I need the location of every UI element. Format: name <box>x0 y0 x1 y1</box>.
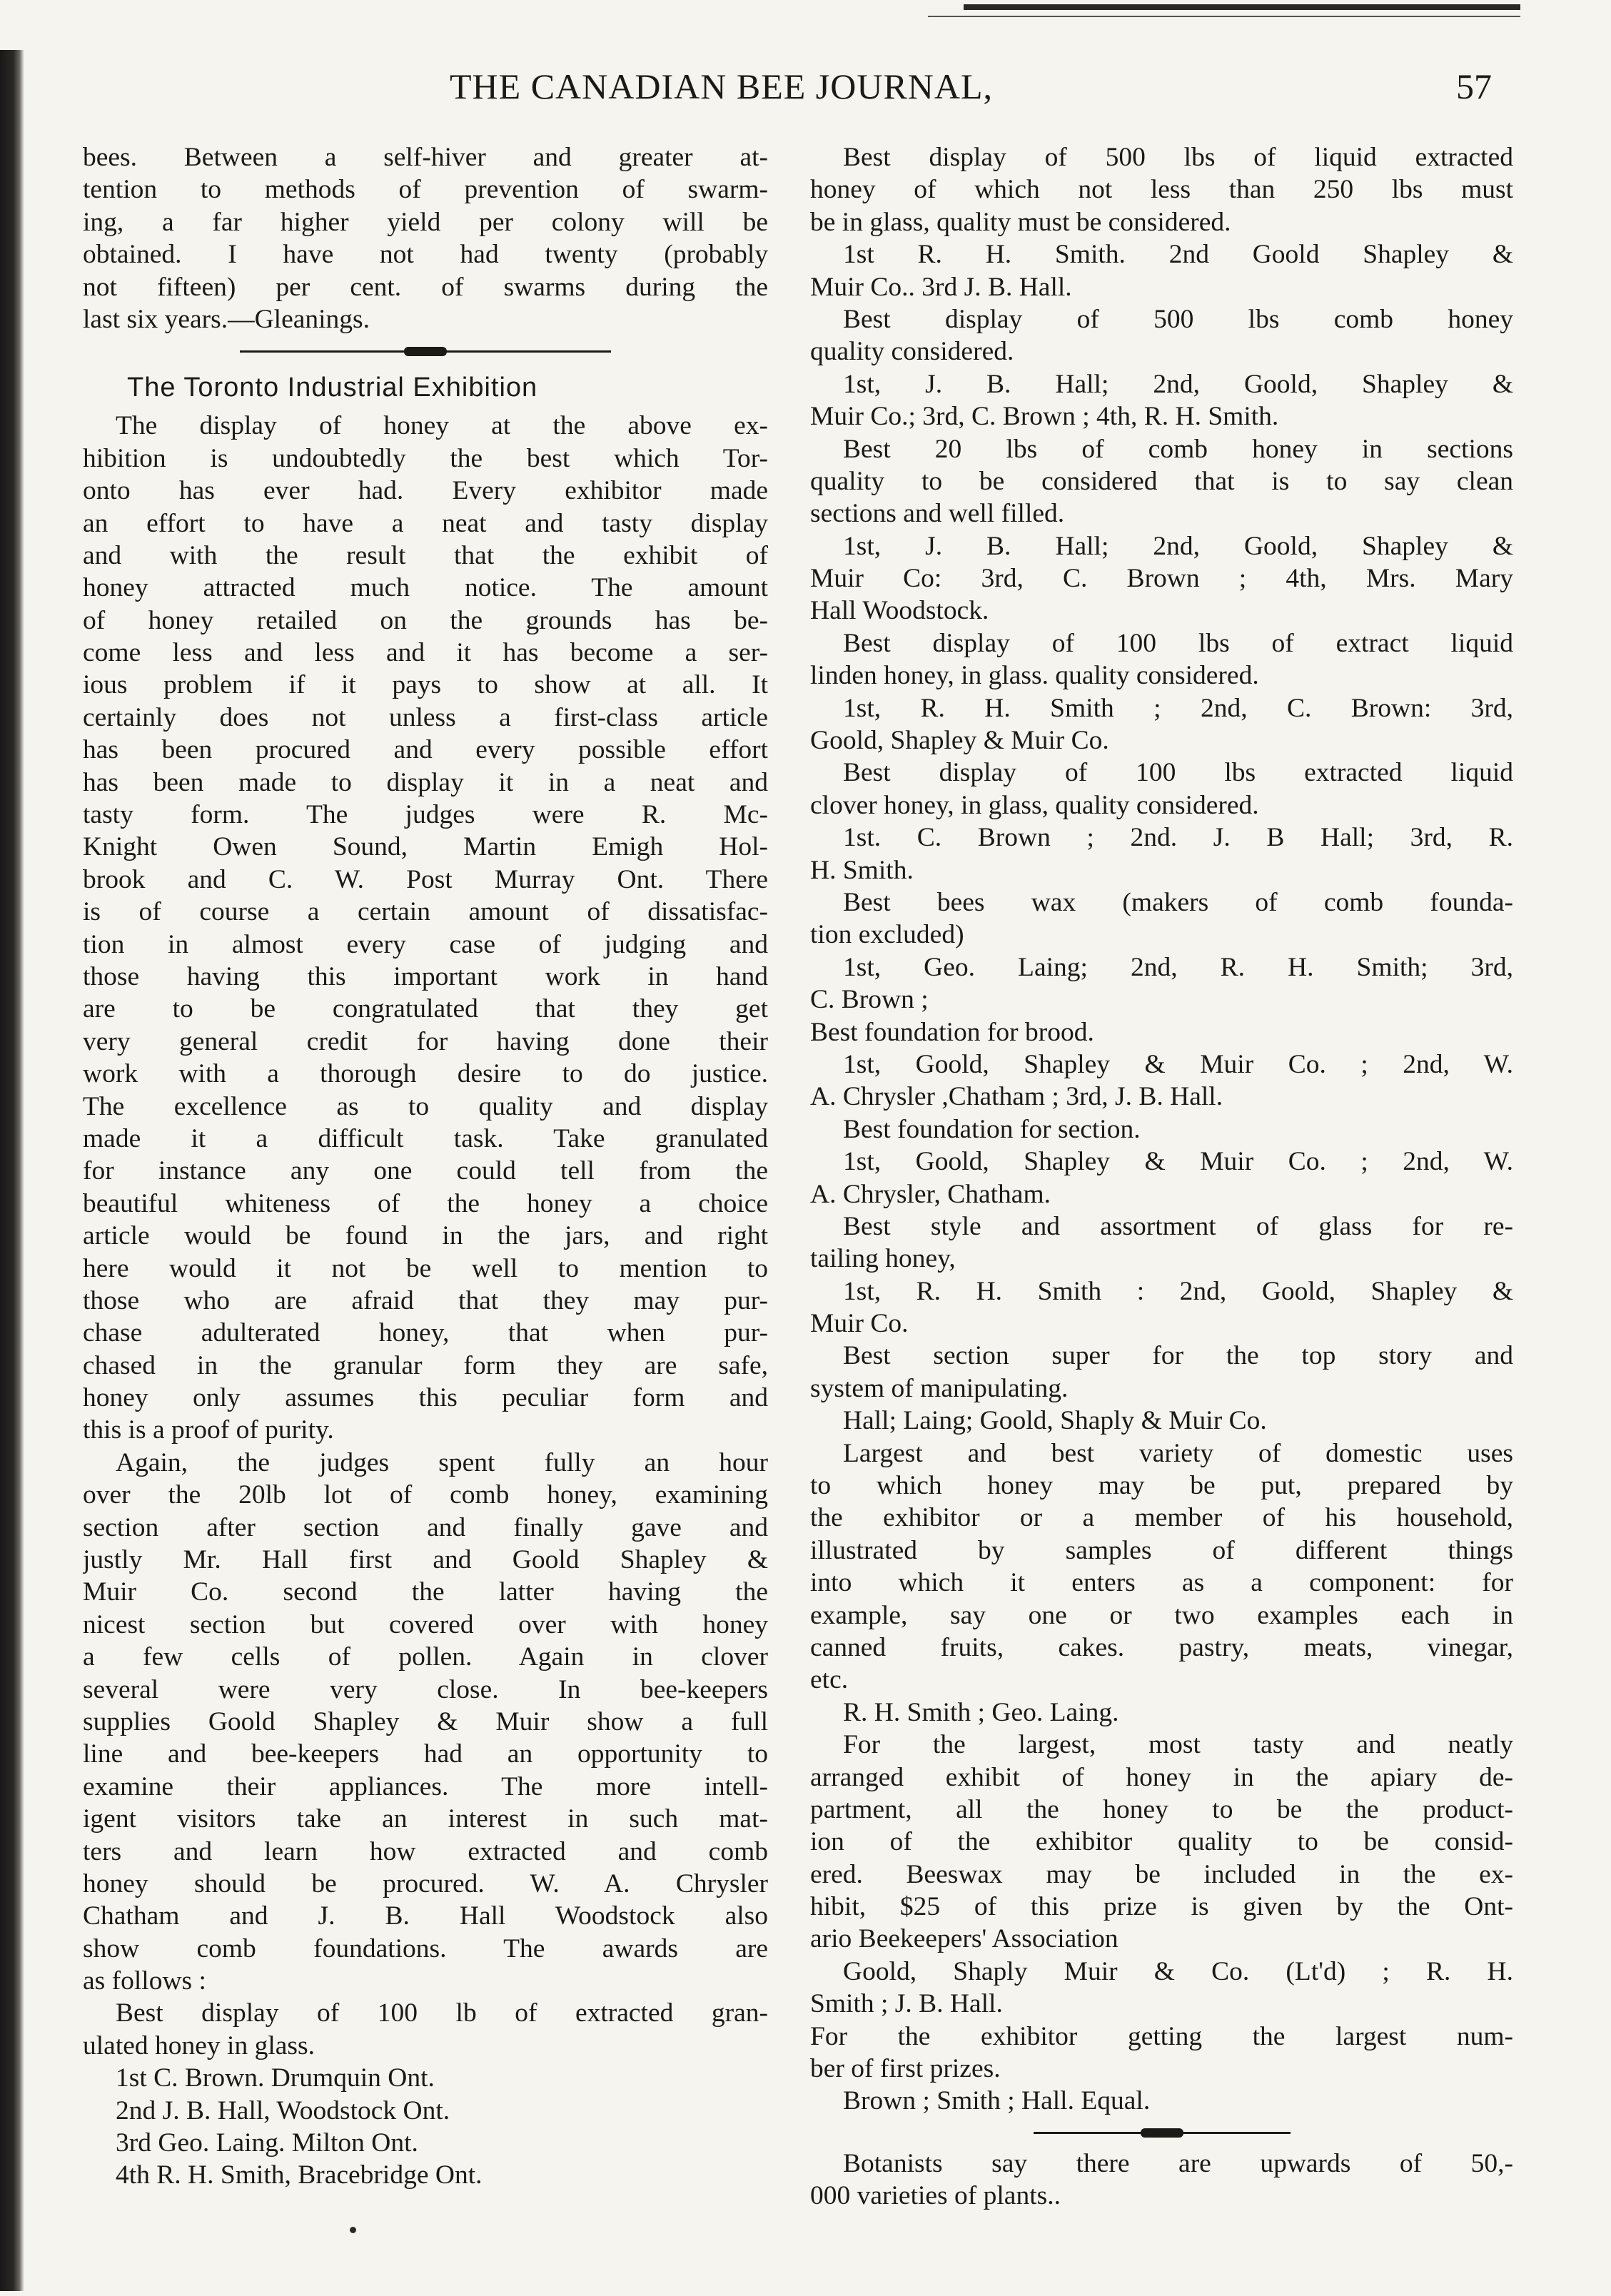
text-line: very general credit for having done their <box>83 1026 768 1056</box>
text-line: honey only assumes this peculiar form and <box>83 1383 768 1413</box>
text-line: not fifteen) per cent. of swarms during the <box>83 272 768 302</box>
text-line: has been made to display it in a neat and <box>83 767 768 797</box>
text-line: 1st C. Brown. Drumquin Ont. <box>116 2063 435 2093</box>
text-line: ario Beekeepers' Association <box>810 1924 1118 1954</box>
text-line: 1st, Goold, Shapley & Muir Co. ; 2nd, W. <box>843 1049 1513 1079</box>
text-line: canned fruits, cakes. pastry, meats, vinegar, <box>810 1632 1513 1662</box>
text-line: and with the result that the exhibit of <box>83 540 768 570</box>
text-line: Botanists say there are upwards of 50,- <box>843 2148 1513 2178</box>
text-line: ing, a far higher yield per colony will be <box>83 207 768 237</box>
text-line: section after section and finally gave and <box>83 1512 768 1542</box>
text-line: 3rd Geo. Laing. Milton Ont. <box>116 2128 418 2158</box>
text-line: Brown ; Smith ; Hall. Equal. <box>843 2086 1151 2116</box>
text-line: chased in the granular form they are safe, <box>83 1350 768 1380</box>
text-line: 1st, J. B. Hall; 2nd, Goold, Shapley & <box>843 369 1513 399</box>
closing-note <box>810 2148 1513 2212</box>
text-line: arranged exhibit of honey in the apiary de- <box>810 1762 1513 1792</box>
text-line: tention to methods of prevention of swarm- <box>83 175 768 205</box>
text-line: tion in almost every case of judging and <box>83 929 768 959</box>
section-separator <box>83 341 768 361</box>
text-line: Goold, Shaply Muir & Co. (Lt'd) ; R. H. <box>843 1956 1513 1986</box>
text-line: Best display of 500 lbs of liquid extracted <box>843 143 1513 172</box>
text-line: sections and well filled. <box>810 499 1065 529</box>
page-binding-shadow <box>0 50 24 2291</box>
text-line: Knight Owen Sound, Martin Emigh Hol- <box>83 832 768 862</box>
text-line: onto has ever had. Every exhibitor made <box>83 476 768 506</box>
text-line: a few cells of pollen. Again in clover <box>83 1642 768 1672</box>
footer-dot <box>350 2227 356 2233</box>
text-line: several were very close. In bee-keepers <box>83 1674 768 1704</box>
text-line: partment, all the honey to be the product- <box>810 1794 1513 1824</box>
text-line: quality to be considered that is to say clean <box>810 466 1513 496</box>
text-line: Best bees wax (makers of comb founda- <box>843 887 1513 917</box>
text-line: quality considered. <box>810 337 1014 367</box>
text-line: 000 varieties of plants.. <box>810 2181 1061 2211</box>
text-line: 1st, Geo. Laing; 2nd, R. H. Smith; 3rd, <box>843 952 1513 982</box>
text-line: into which it enters as a component: for <box>810 1568 1513 1598</box>
text-line: etc. <box>810 1665 849 1695</box>
text-line: Muir Co. second the latter having the <box>83 1577 768 1607</box>
text-line: certainly does not unless a first-class article <box>83 702 768 732</box>
text-line: Muir Co.. 3rd J. B. Hall. <box>810 272 1072 302</box>
text-line: are to be congratulated that they get <box>83 994 768 1024</box>
text-line: igent visitors take an interest in such mat- <box>83 1804 768 1834</box>
text-line: 2nd J. B. Hall, Woodstock Ont. <box>116 2095 450 2125</box>
text-line: show comb foundations. The awards are <box>83 1933 768 1963</box>
text-line: last six years.—Gleanings. <box>83 304 370 334</box>
text-line: honey of which not less than 250 lbs must <box>810 175 1513 205</box>
text-line: The excellence as to quality and display <box>83 1091 768 1121</box>
text-line: ters and learn how extracted and comb <box>83 1836 768 1866</box>
text-line: Best display of 500 lbs comb honey <box>843 304 1513 334</box>
text-line: article would be found in the jars, and right <box>83 1221 768 1251</box>
text-line: an effort to have a neat and tasty display <box>83 508 768 538</box>
top-edge-rule <box>964 4 1520 10</box>
text-line: ber of first prizes. <box>810 2054 1001 2084</box>
text-line: 1st, R. H. Smith ; 2nd, C. Brown: 3rd, <box>843 693 1513 723</box>
text-line: 1st, Goold, Shapley & Muir Co. ; 2nd, W. <box>843 1147 1513 1177</box>
text-line: hibition is undoubtedly the best which Tor- <box>83 443 768 473</box>
text-line: brook and C. W. Post Murray Ont. There <box>83 864 768 894</box>
text-line: hibit, $25 of this prize is given by the Ont- <box>810 1892 1513 1922</box>
text-line: Muir Co.; 3rd, C. Brown ; 4th, R. H. Smith. <box>810 402 1279 432</box>
text-line: this is a proof of purity. <box>83 1415 334 1445</box>
text-line: Best foundation for section. <box>843 1114 1141 1144</box>
text-line: A. Chrysler ,Chatham ; 3rd, J. B. Hall. <box>810 1082 1223 1112</box>
text-line: supplies Goold Shapley & Muir show a full <box>83 1706 768 1736</box>
text-line: line and bee-keepers had an opportunity to <box>83 1739 768 1769</box>
text-line: beautiful whiteness of the honey a choice <box>83 1188 768 1218</box>
text-line: For the largest, most tasty and neatly <box>843 1730 1513 1760</box>
text-line: honey attracted much notice. The amount <box>83 573 768 603</box>
text-line: example, say one or two examples each in <box>810 1600 1513 1630</box>
text-line: Best display of 100 lb of extracted gran- <box>116 1998 768 2028</box>
running-title: THE CANADIAN BEE JOURNAL, <box>450 66 994 106</box>
text-line: illustrated by samples of different things <box>810 1535 1513 1565</box>
right-column <box>810 141 1513 2212</box>
text-line: C. Brown ; <box>810 985 929 1015</box>
page-header <box>0 66 1611 108</box>
text-line: those having this important work in hand <box>83 961 768 991</box>
text-line: A. Chrysler, Chatham. <box>810 1179 1051 1209</box>
text-line: those who are afraid that they may pur- <box>83 1285 768 1315</box>
text-line: work with a thorough desire to do justice. <box>83 1059 768 1089</box>
text-line: obtained. I have not had twenty (probably <box>83 240 768 270</box>
text-line: bees. Between a self-hiver and greater at- <box>83 143 768 172</box>
text-line: Best style and assortment of glass for re- <box>843 1211 1513 1241</box>
text-line: of honey retailed on the grounds has be- <box>83 605 768 635</box>
text-line: nicest section but covered over with honey <box>83 1609 768 1639</box>
text-line: Best display of 100 lbs of extract liquid <box>843 628 1513 658</box>
text-line: justly Mr. Hall first and Goold Shapley & <box>83 1545 768 1575</box>
awards-list <box>810 141 1513 2118</box>
text-line: ion of the exhibitor quality to be consid- <box>810 1827 1513 1857</box>
text-line: Muir Co: 3rd, C. Brown ; 4th, Mrs. Mary <box>810 564 1513 594</box>
text-line: clover honey, in glass, quality considered. <box>810 790 1259 820</box>
text-line: tailing honey, <box>810 1244 956 1274</box>
text-line: tion excluded) <box>810 920 964 950</box>
text-line: as follows : <box>83 1966 206 1996</box>
text-line: chase adulterated honey, that when pur- <box>83 1318 768 1348</box>
text-line: be in glass, quality must be considered. <box>810 207 1231 237</box>
text-line: to which honey may be put, prepared by <box>810 1471 1513 1501</box>
text-line: ious problem if it pays to show at all. It <box>83 670 768 700</box>
text-line: has been procured and every possible effort <box>83 735 768 765</box>
text-line: 1st R. H. Smith. 2nd Goold Shapley & <box>843 240 1513 270</box>
text-line: honey should be procured. W. A. Chrysler <box>83 1868 768 1898</box>
text-line: Chatham and J. B. Hall Woodstock also <box>83 1901 768 1931</box>
text-line: the exhibitor or a member of his household, <box>810 1503 1513 1533</box>
text-line: over the 20lb lot of comb honey, examining <box>83 1480 768 1510</box>
text-line: Best foundation for brood. <box>810 1017 1094 1047</box>
text-line: Best 20 lbs of comb honey in sections <box>843 434 1513 464</box>
text-line: ered. Beeswax may be included in the ex- <box>810 1859 1513 1889</box>
text-line: ulated honey in glass. <box>83 2031 315 2060</box>
article-body <box>83 410 768 2191</box>
text-line: R. H. Smith ; Geo. Laing. <box>843 1697 1119 1727</box>
left-column <box>83 141 768 2192</box>
text-line: 1st. C. Brown ; 2nd. J. B Hall; 3rd, R. <box>843 823 1513 853</box>
text-line: system of manipulating. <box>810 1373 1069 1403</box>
closing-separator <box>810 2123 1513 2143</box>
page-number: 57 <box>1456 66 1492 106</box>
text-line: 1st, R. H. Smith : 2nd, Goold, Shapley & <box>843 1276 1513 1306</box>
text-line: examine their appliances. The more intell- <box>83 1771 768 1801</box>
text-line: Largest and best variety of domestic uses <box>843 1438 1513 1468</box>
text-line: For the exhibitor getting the largest num- <box>810 2021 1513 2051</box>
text-line: H. Smith. <box>810 855 914 885</box>
text-line: Goold, Shapley & Muir Co. <box>810 726 1109 756</box>
text-line: come less and less and it has become a ser- <box>83 638 768 668</box>
text-line: Hall; Laing; Goold, Shaply & Muir Co. <box>843 1406 1267 1436</box>
text-line: tasty form. The judges were R. Mc- <box>83 800 768 830</box>
section-heading: The Toronto Industrial Exhibition <box>127 373 538 403</box>
text-line: linden honey, in glass. quality considered. <box>810 661 1259 691</box>
text-line: Muir Co. <box>810 1309 909 1339</box>
text-line: 1st, J. B. Hall; 2nd, Goold, Shapley & <box>843 531 1513 561</box>
left-intro <box>83 141 768 335</box>
top-edge-thin-rule <box>928 16 1520 17</box>
text-line: Again, the judges spent fully an hour <box>116 1447 768 1477</box>
text-line: Best section super for the top story and <box>843 1341 1513 1371</box>
text-line: 4th R. H. Smith, Bracebridge Ont. <box>116 2160 483 2190</box>
text-line: Smith ; J. B. Hall. <box>810 1989 1003 2019</box>
text-line: for instance any one could tell from the <box>83 1156 768 1186</box>
text-line: Best display of 100 lbs extracted liquid <box>843 758 1513 788</box>
text-line: made it a difficult task. Take granulated <box>83 1123 768 1153</box>
text-line: here would it not be well to mention to <box>83 1253 768 1283</box>
text-line: The display of honey at the above ex- <box>116 411 768 441</box>
text-line: Hall Woodstock. <box>810 596 989 626</box>
text-line: is of course a certain amount of dissatisfac- <box>83 897 768 927</box>
